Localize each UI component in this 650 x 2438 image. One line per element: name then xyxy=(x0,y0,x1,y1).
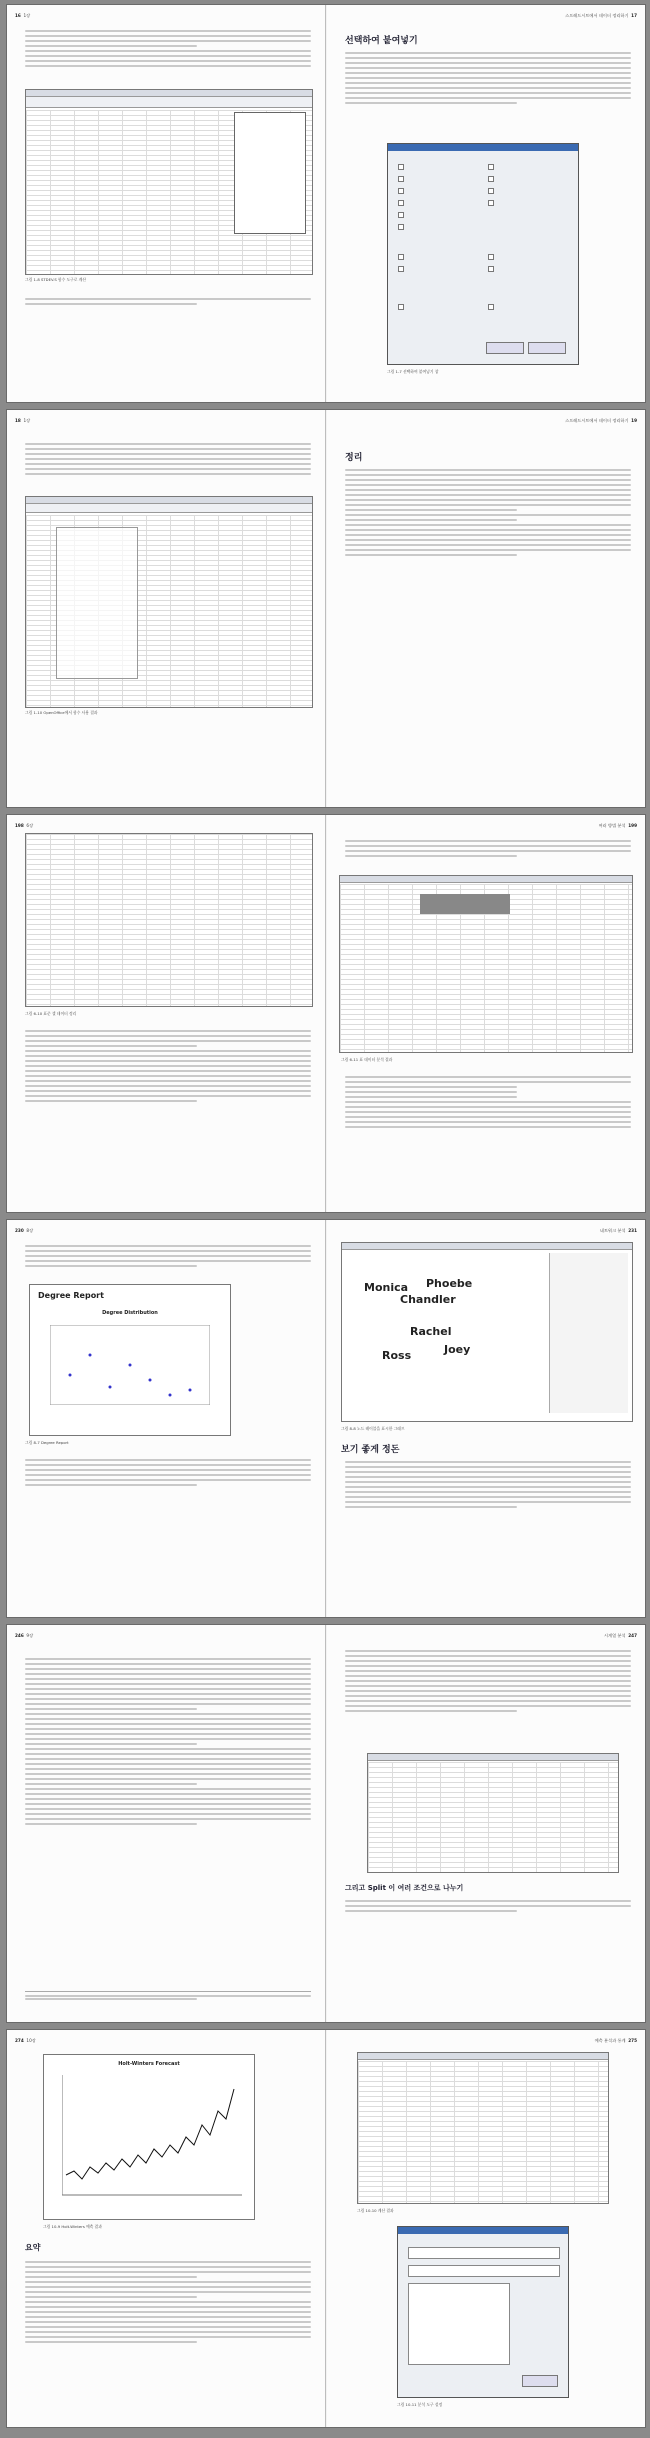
body-text xyxy=(25,1456,311,1488)
spreadsheet-screenshot xyxy=(339,875,633,1053)
body-text xyxy=(25,1655,311,1827)
spreadsheet-screenshot xyxy=(367,1753,619,1873)
section-title: 1장 xyxy=(23,13,31,18)
spread-5 xyxy=(6,1624,646,2023)
section-heading: 보기 좋게 정돈 xyxy=(341,1445,400,1455)
degree-report-window xyxy=(29,1284,231,1436)
running-head xyxy=(335,2038,637,2044)
figure-caption: 그림 8-8 노드 레이블을 표시한 그래프 xyxy=(341,1426,405,1431)
section-heading: 요약 xyxy=(25,2243,41,2252)
running-head xyxy=(15,13,317,19)
section-title: 6장 xyxy=(26,823,34,828)
node-label: Monica xyxy=(364,1281,409,1294)
page-left xyxy=(7,1625,326,2022)
page-right xyxy=(327,1625,645,2022)
section-title: 여러 방법 분석 xyxy=(598,823,626,828)
page-right xyxy=(327,815,645,1212)
node-label: Phoebe xyxy=(426,1277,473,1290)
section-title: 시계열 분석 xyxy=(604,1633,626,1638)
spread-2 xyxy=(6,409,646,808)
figure-caption: 그림 10-11 분석 도구 설정 xyxy=(397,2402,443,2407)
node-label: Joey xyxy=(444,1343,471,1356)
page-number: 230 xyxy=(15,1228,24,1233)
running-head xyxy=(15,418,317,424)
spreadsheet-screenshot xyxy=(25,496,313,708)
page-number: 199 xyxy=(628,823,637,828)
page-number: 17 xyxy=(631,13,637,18)
page-right xyxy=(327,5,645,402)
body-text xyxy=(345,1897,631,1914)
spreadsheet-screenshot xyxy=(25,89,313,275)
running-head xyxy=(335,1633,637,1639)
page-left xyxy=(7,2030,326,2427)
figure-caption: 그림 6-11 표 데이터 분석 결과 xyxy=(341,1057,393,1062)
chart-subtitle: Degree Distribution xyxy=(102,1310,158,1316)
section-heading: 선택하여 붙여넣기 xyxy=(345,36,418,46)
body-text xyxy=(345,1458,631,1510)
forecast-chart xyxy=(43,2054,255,2220)
report-title: Degree Report xyxy=(38,1291,104,1300)
spread-6 xyxy=(6,2029,646,2428)
degree-distribution-plot xyxy=(50,1325,210,1405)
spreadsheet-screenshot xyxy=(357,2052,609,2204)
page-left xyxy=(7,815,326,1212)
section-title: 10장 xyxy=(26,2038,36,2043)
body-text xyxy=(25,2258,311,2345)
figure-caption: 그림 1-7 선택하여 붙여넣기 창 xyxy=(387,369,439,374)
section-heading: 그리고 Split 이 여러 조건으로 나누기 xyxy=(345,1884,464,1892)
footnote xyxy=(25,1991,311,2001)
body-text xyxy=(345,837,631,859)
running-head xyxy=(15,1228,317,1234)
node-label: Ross xyxy=(382,1349,412,1362)
page-left xyxy=(7,1220,326,1617)
page-number: 274 xyxy=(15,2038,24,2043)
figure-caption: 그림 6-10 표준 셀 데이터 정리 xyxy=(25,1011,77,1016)
running-head xyxy=(335,823,637,829)
running-head xyxy=(335,418,637,424)
forecast-plot xyxy=(62,2075,242,2205)
section-title: 예측 분석과 통계 xyxy=(594,2038,626,2043)
running-head xyxy=(15,1633,317,1639)
node-label: Rachel xyxy=(410,1325,452,1338)
body-text xyxy=(345,1647,631,1714)
running-head xyxy=(15,2038,317,2044)
body-text xyxy=(25,440,311,477)
page-number: 16 xyxy=(15,13,21,18)
chart-title: Holt-Winters Forecast xyxy=(118,2061,180,2067)
page-number: 19 xyxy=(631,418,637,423)
section-title: 스프레드시트에서 데이터 정리하기 xyxy=(565,13,629,18)
page-number: 198 xyxy=(15,823,24,828)
section-title: 스프레드시트에서 데이터 정리하기 xyxy=(565,418,629,423)
running-head xyxy=(15,823,317,829)
spreadsheet-screenshot xyxy=(25,833,313,1007)
page-number: 246 xyxy=(15,1633,24,1638)
page-left xyxy=(7,5,326,402)
section-title: 1장 xyxy=(23,418,31,423)
page-number: 18 xyxy=(15,418,21,423)
body-text xyxy=(25,1027,311,1104)
page-right xyxy=(327,2030,645,2427)
page-number: 231 xyxy=(628,1228,637,1233)
section-title: 네트워크 분석 xyxy=(599,1228,626,1233)
figure-caption: 그림 10-9 Holt-Winters 예측 결과 xyxy=(43,2224,102,2229)
figure-caption: 그림 1-10 OpenOffice에서 함수 사용 결과 xyxy=(25,710,98,715)
figure-caption: 그림 1-8 STDEV.S 함수 도구로 계산 xyxy=(25,277,87,282)
paste-special-dialog xyxy=(387,143,579,365)
running-head xyxy=(335,1228,637,1234)
analysis-settings-dialog xyxy=(397,2226,569,2398)
section-title: 8장 xyxy=(26,1228,34,1233)
spread-4 xyxy=(6,1219,646,1618)
body-text xyxy=(25,1242,311,1269)
figure-caption: 그림 10-10 계산 결과 xyxy=(357,2208,394,2213)
body-text xyxy=(345,49,631,106)
running-head xyxy=(335,13,637,19)
section-heading: 정리 xyxy=(345,453,363,463)
node-label: Chandler xyxy=(400,1293,456,1306)
section-title: 9장 xyxy=(26,1633,34,1638)
body-text xyxy=(345,1073,631,1130)
spread-1 xyxy=(6,4,646,403)
page-right xyxy=(327,410,645,807)
figure-caption: 그림 8-7 Degree Report xyxy=(25,1440,69,1445)
page-right xyxy=(327,1220,645,1617)
page-left xyxy=(7,410,326,807)
body-text xyxy=(25,27,311,69)
page-number: 247 xyxy=(628,1633,637,1638)
page-number: 275 xyxy=(628,2038,637,2043)
spread-3 xyxy=(6,814,646,1213)
body-text xyxy=(25,295,311,307)
body-text xyxy=(345,466,631,558)
gephi-screenshot xyxy=(341,1242,633,1422)
